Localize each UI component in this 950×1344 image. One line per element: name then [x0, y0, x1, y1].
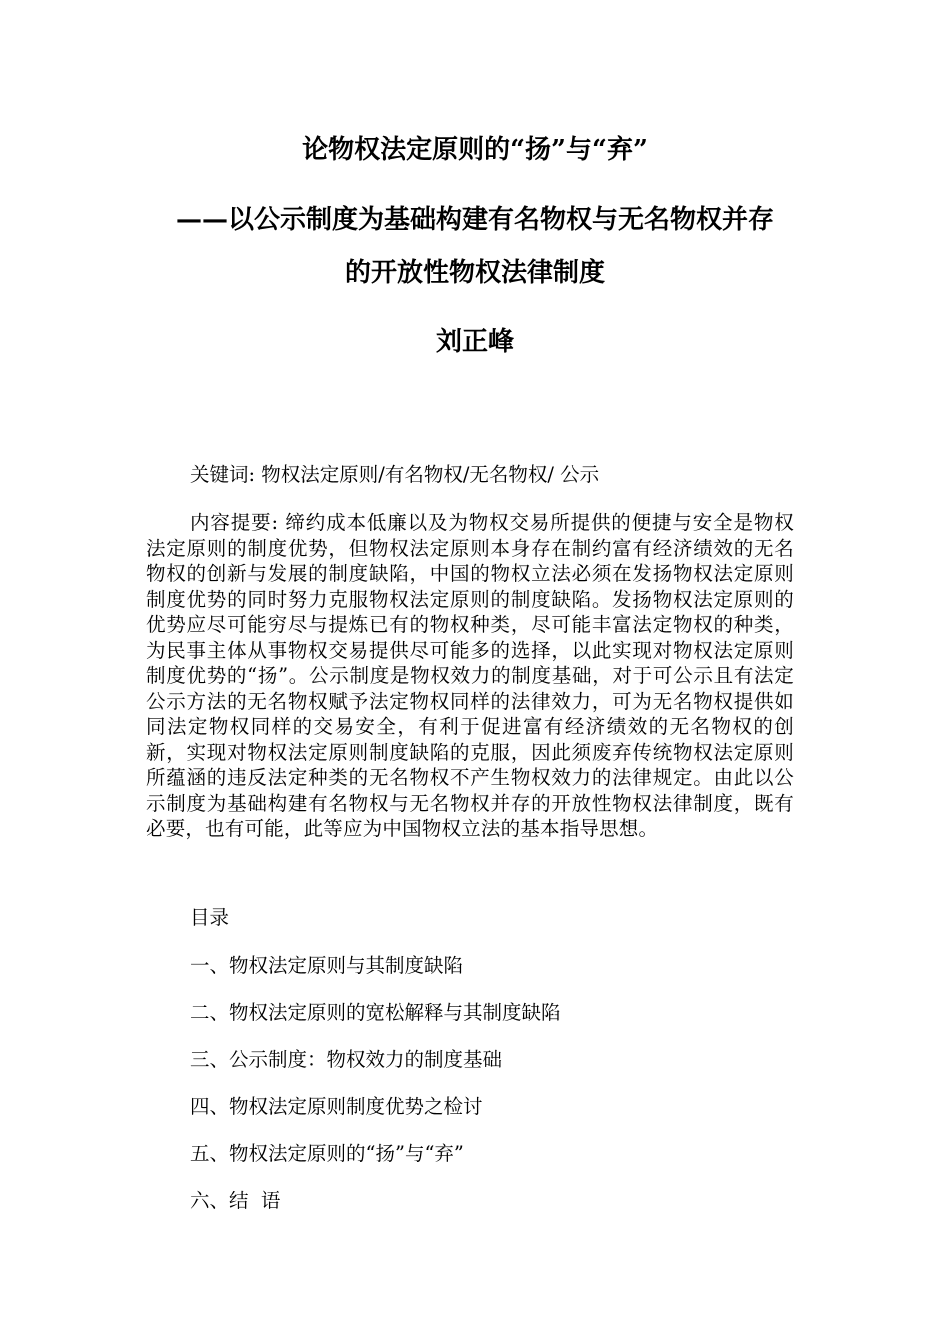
- paper-subtitle-line-1: ——以公示制度为基础构建有名物权与无名物权并存: [175, 205, 774, 235]
- toc-item: 五、物权法定原则的“扬”与“弃”: [190, 1142, 464, 1165]
- toc-item: 三、公示制度：物权效力的制度基础: [190, 1048, 503, 1071]
- toc-item: 二、物权法定原则的宽松解释与其制度缺陷: [190, 1001, 561, 1024]
- toc-heading: 目录: [190, 906, 230, 929]
- paper-title: 论物权法定原则的“扬”与“弃”: [302, 135, 648, 165]
- keywords-line: 关键词: 物权法定原则/有名物权/无名物权/ 公示: [190, 463, 600, 486]
- paper-subtitle-line-2: 的开放性物权法律制度: [344, 258, 605, 288]
- abstract-paragraph: 内容提要: 缔约成本低廉以及为物权交易所提供的便捷与安全是物权法定原则的制度优势，但物权法定原则本身存在制约富有经济绩效的无名物权的创新与发展的制度缺陷，中国的物权立法必须在发扬物权法定原则制度优势的同时努力克服物权法定原则的制度缺陷。发扬物权法定原则的优势应尽可能穷尽与提炼已有的物权种类，尽可能丰富法定物权的种类，为民事主体从事物权交易提供尽可能多的选择，以此实现对物权法定原则制度优势的“扬”。公示制度是物权效力的制度基础，对于可公示且有法定公示方法的无名物权赋予法定物权同样的法律效力，可为无名物权提供如同法定物权同样的交易安全，有利于促进富有经济绩效的无名物权的创新，实现对物权法定原则制度缺陷的克服，因此须废弃传统物权法定原则所蕴涵的违反法定种类的无名物权不产生物权效力的法律规定。由此以公示制度为基础构建有名物权与无名物权并存的开放性物权法律制度，既有必要，也有可能，此等应为中国物权立法的基本指导思想。: [146, 511, 794, 840]
- toc-item: 四、物权法定原则制度优势之检讨: [190, 1095, 483, 1118]
- toc-item: 一、物权法定原则与其制度缺陷: [190, 954, 464, 977]
- toc-item: 六、结 语: [190, 1189, 281, 1212]
- author-name: 刘正峰: [435, 327, 514, 357]
